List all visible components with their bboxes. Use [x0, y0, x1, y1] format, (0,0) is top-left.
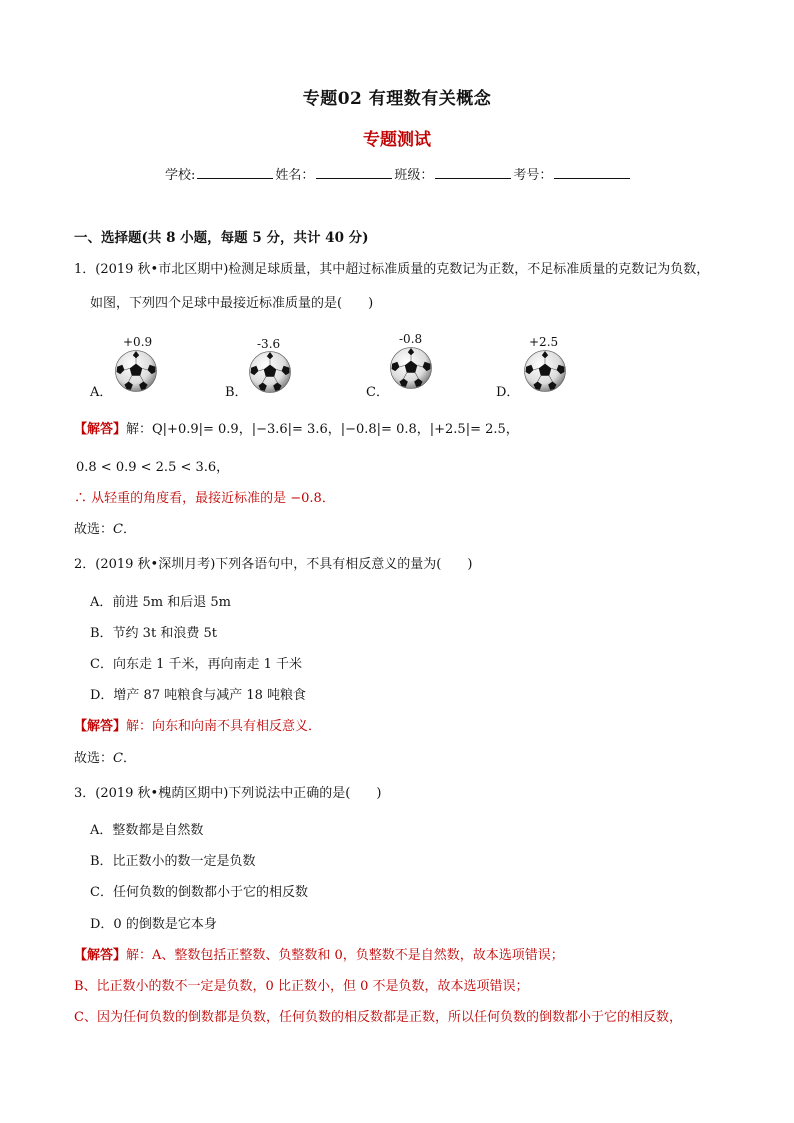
school-blank	[197, 166, 273, 179]
q2-choice-label: 故选：	[74, 751, 114, 766]
q1-option-b-value: -3.6	[257, 337, 281, 351]
football-d-icon	[524, 350, 566, 392]
name-label: 姓名：	[275, 168, 315, 183]
page-subtitle: 专题测试	[363, 130, 431, 150]
q1-answer-tag: 【解答】	[74, 422, 127, 437]
number-label: 考号：	[513, 168, 553, 183]
student-info-line	[165, 164, 632, 183]
q1-option-a-value: +0.9	[123, 335, 153, 349]
q1-option-c-value: -0.8	[399, 332, 423, 346]
q3-answer-line3: C、因为任何负数的倒数都是负数，任何负数的相反数都是正数，所以任何负数的倒数都小于它的相反数，	[74, 1010, 682, 1025]
q1-answer-line1	[74, 418, 519, 437]
q1-option-d-label: D．	[496, 385, 520, 400]
q2-option-d: D．增产 87 吨粮食与减产 18 吨粮食	[90, 688, 307, 703]
number-blank	[554, 166, 630, 179]
q1-stem-line2: 如图，下列四个足球中最接近标准质量的是( )	[90, 296, 374, 311]
q3-option-d: D．0 的倒数是它本身	[90, 917, 217, 932]
q2-choice-end: ．	[122, 751, 136, 766]
school-label: 学校:	[165, 168, 196, 183]
q1-stem-line1: 1．(2019 秋•市北区期中)检测足球质量，其中超过标准质量的克数记为正数，不足标准质量的克数记为负数，	[74, 262, 710, 277]
q1-answer-text1: 解：Q|+0.9|= 0.9，|−3.6|= 3.6，|−0.8|= 0.8，|+2.5|= 2.5，	[126, 422, 519, 437]
q2-option-b: B．节约 3t 和浪费 5t	[90, 626, 217, 641]
page-title: 专题02 有理数有关概念	[302, 89, 492, 109]
q1-choice-letter: C	[113, 522, 123, 537]
q1-option-b-label: B．	[225, 385, 248, 400]
q2-choice-letter: C	[113, 751, 123, 766]
section-title: 一、选择题(共 8 小题，每题 5 分，共计 40 分)	[74, 230, 369, 246]
q2-answer-tag: 【解答】	[74, 719, 127, 734]
q2-stem: 2．(2019 秋•深圳月考)下列各语句中，不具有相反意义的量为( )	[74, 557, 473, 572]
q2-option-c: C．向东走 1 千米，再向南走 1 千米	[90, 657, 303, 672]
q2-option-a: A．前进 5m 和后退 5m	[90, 595, 231, 610]
q1-option-d-value: +2.5	[529, 335, 559, 349]
q1-option-c-label: C．	[366, 385, 389, 400]
q1-answer-line2: 0.8 < 0.9 < 2.5 < 3.6，	[76, 460, 230, 475]
q3-option-c: C．任何负数的倒数都小于它的相反数	[90, 885, 308, 900]
q3-stem: 3．(2019 秋•槐荫区期中)下列说法中正确的是( )	[74, 786, 382, 801]
q1-choice	[74, 518, 136, 537]
q1-choice-end: ．	[122, 522, 136, 537]
q1-choice-label: 故选：	[74, 522, 114, 537]
class-blank	[435, 166, 511, 179]
football-b-icon	[249, 351, 291, 393]
q3-answer-line1	[74, 944, 564, 963]
q3-option-b: B．比正数小的数一定是负数	[90, 854, 256, 869]
q3-answer-line2: B、比正数小的数不一定是负数，0 比正数小，但 0 不是负数，故本选项错误；	[74, 979, 529, 994]
q1-option-a-label: A．	[90, 385, 113, 400]
q2-answer-text: 解：向东和向南不具有相反意义．	[126, 719, 322, 734]
q3-option-a: A．整数都是自然数	[90, 823, 204, 838]
q3-answer-text1: 解：A、整数包括正整数、负整数和 0，负整数不是自然数，故本选项错误；	[126, 948, 564, 963]
q3-answer-tag: 【解答】	[74, 948, 127, 963]
football-c-icon	[390, 347, 432, 389]
football-a-icon	[115, 350, 157, 392]
q2-answer	[74, 715, 321, 734]
q1-answer-line3: ∴ 从轻重的角度看，最接近标准的是 −0.8．	[74, 491, 335, 506]
class-label: 班级：	[394, 168, 434, 183]
name-blank	[316, 166, 392, 179]
q2-choice	[74, 747, 136, 766]
